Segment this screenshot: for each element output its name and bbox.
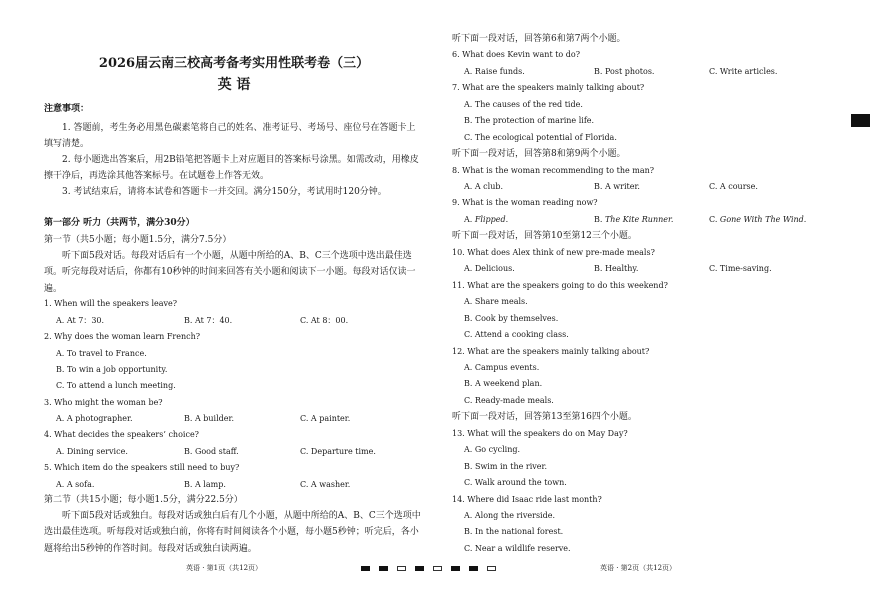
section2-instructions: 听下面5段对话或独白。每段对话或独白后有几个小题，从题中所给的A、B、C三个选项中选出最佳选项。听每段对话或独白前，你将有时间阅读各个小题，每小题5秒钟；听完后，各小题将给出5秒钟的作答时间。每段对话或独白读两遍。 [44,511,421,554]
question-option: B. Cook by themselves. [464,314,559,323]
question-option: B. A weekend plan. [464,379,543,388]
question-1-option-c: C. At 8：00. [300,316,349,325]
question-option: A. Share meals. [464,297,528,306]
registration-mark [433,566,442,571]
question-stem: 13. What will the speakers do on May Day? [452,429,628,438]
question-9-option-0 [464,215,508,225]
question-option: A. Campus events. [464,363,540,372]
notice-heading: 注意事项： [44,104,90,114]
question-stem: 10. What does Alex think of new pre-made meals? [452,248,655,257]
question-stem: 11. What are the speakers going to do this weekend? [452,281,668,290]
notice-2: 2. 每小题选出答案后，用2B铅笔把答题卡上对应题目的答案标号涂黑。如需改动，用橡皮擦干净后，再选涂其他答案标号。在试题卷上作答无效。 [44,155,419,182]
question-1-option-a: A. At 7：30. [56,316,105,325]
question-1-stem: 1. When will the speakers leave? [44,299,178,308]
question-option: B. In the national forest. [464,527,564,536]
question-4-option-b: B. Good staff. [184,447,239,456]
question-3-stem: 3. Who might the woman be? [44,398,163,407]
question-option: B. Swim in the river. [464,462,548,471]
question-stem: 7. What are the speakers mainly talking about? [452,83,645,92]
registration-mark [451,566,460,571]
question-4-option-a: A. Dining service. [56,447,128,456]
question-stem: 9. What is the woman reading now? [452,198,598,207]
question-option: A. Along the riverside. [464,511,555,520]
question-3-option-b: B. A builder. [184,414,235,423]
right-option-2-1: B. Post photos. [594,67,655,76]
right-option-14-1: B. Healthy. [594,264,639,273]
question-stem: 14. Where did Isaac ride last month? [452,495,602,504]
registration-mark [397,566,406,571]
dialogue-instruction: 听下面一段对话，回答第8和第9两个小题。 [452,149,626,159]
question-2-option-c: C. To attend a lunch meeting. [56,381,176,390]
right-option-9-1: B. A writer. [594,182,640,191]
question-9-option-2 [709,215,806,225]
right-option-9-0: A. A club. [464,182,504,191]
question-option: C. Ready-made meals. [464,396,554,405]
question-2-option-a: A. To travel to France. [56,349,147,358]
question-2-option-b: B. To win a job opportunity. [56,365,168,374]
question-5-stem: 5. Which item do the speakers still need to buy? [44,463,240,472]
question-option: C. Attend a cooking class. [464,330,569,339]
page-1-footer: 英语 · 第1页（共12页） [186,564,263,572]
question-9-option-1 [594,215,673,225]
question-3-option-c: C. A painter. [300,414,351,423]
registration-mark [487,566,496,571]
dialogue-instruction: 听下面一段对话，回答第10至第12三个小题。 [452,231,637,241]
right-option-14-2: C. Time-saving. [709,264,772,273]
book-title: The Kite Runner. [604,215,674,224]
right-option-14-0: A. Delicious. [464,264,515,273]
question-option: C. Near a wildlife reserve. [464,544,571,553]
question-option: A. Go cycling. [464,445,521,454]
question-2-stem: 2. Why does the woman learn French? [44,332,201,341]
registration-mark [415,566,424,571]
subject-title: 英 语 [217,77,251,93]
question-5-option-a: A. A sofa. [56,480,95,489]
question-1-option-b: B. At 7：40. [184,316,233,325]
option-letter: C. [709,215,720,224]
section1-instructions: 听下面5段对话。每段对话后有一个小题，从题中所给的A、B、C三个选项中选出最佳选项。听完每段对话后，你都有10秒钟的时间来回答有关小题和阅读下一小题。每段对话仅读一遍。 [44,251,416,294]
question-option: B. The protection of marine life. [464,116,595,125]
question-option: A. The causes of the red tide. [464,100,583,109]
registration-mark [361,566,370,571]
page-edge-marker [851,114,870,127]
question-option: C. The ecological potential of Florida. [464,133,617,142]
question-3-option-a: A. A photographer. [56,414,133,423]
dialogue-instruction: 听下面一段对话，回答第13至第16四个小题。 [452,412,637,422]
question-stem: 6. What does Kevin want to do? [452,50,580,59]
exam-title: 2026届云南三校高考备考实用性联考卷（三） [98,56,370,71]
notice-3: 3. 考试结束后，请将本试卷和答题卡一并交回。满分150分，考试用时120分钟。 [62,187,387,197]
question-5-option-b: B. A lamp. [184,480,226,489]
right-option-9-2: C. A course. [709,182,758,191]
question-option: C. Walk around the town. [464,478,567,487]
page-2-footer: 英语 · 第2页（共12页） [600,564,677,572]
section2-heading: 第二节（共15小题；每小题1.5分，满分22.5分） [44,495,243,505]
question-5-option-c: C. A washer. [300,480,351,489]
option-letter: B. [594,215,605,224]
question-4-option-c: C. Departure time. [300,447,376,456]
question-4-stem: 4. What decides the speakers’ choice? [44,430,199,439]
right-option-2-0: A. Raise funds. [464,67,525,76]
dialogue-instruction: 听下面一段对话，回答第6和第7两个小题。 [452,34,626,44]
part1-heading: 第一部分 听力（共两节，满分30分） [44,218,195,228]
section1-heading: 第一节（共5小题；每小题1.5分，满分7.5分） [44,235,232,245]
option-letter: A. [464,215,475,224]
question-stem: 12. What are the speakers mainly talking about? [452,347,650,356]
book-title: Flipped. [474,215,509,224]
question-stem: 8. What is the woman recommending to the man? [452,166,655,175]
book-title: Gone With The Wind. [719,215,807,224]
right-option-2-2: C. Write articles. [709,67,778,76]
registration-mark [379,566,388,571]
registration-mark [469,566,478,571]
notice-1: 1. 答题前，考生务必用黑色碳素笔将自己的姓名、准考证号、考场号、座位号在答题卡上填写清楚。 [44,123,416,150]
